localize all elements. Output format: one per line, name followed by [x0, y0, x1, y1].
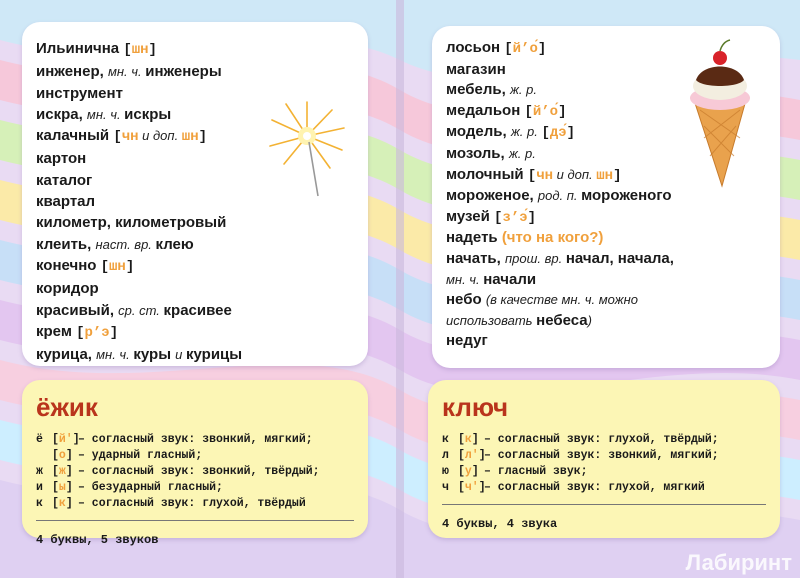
pronunciation-sound: чн — [121, 129, 139, 146]
vocabulary-entry — [36, 234, 354, 255]
pronunciation-bracket: ] — [198, 129, 208, 146]
pronunciation-sound: чн — [536, 167, 553, 184]
sound-description: – согласный звук: глухой, твёрдый; — [484, 433, 719, 446]
letter — [36, 448, 52, 464]
entry-word: крем — [36, 322, 77, 340]
entry-word: мебель, — [446, 81, 510, 99]
pronunciation-bracket: ] — [527, 209, 537, 226]
sound-transcription: [о] — [52, 449, 73, 462]
grammar-note: мн. ч. — [107, 64, 146, 80]
letter: ю — [442, 465, 449, 478]
letter: к — [442, 433, 449, 446]
pronunciation-sound: з’э́ — [502, 209, 528, 226]
phonetic-summary: 4 буквы, 5 звуков — [36, 520, 354, 547]
pronunciation-bracket: [ — [504, 41, 513, 57]
letter: к — [36, 497, 43, 510]
phonetic-word-title: ёжик — [36, 392, 98, 422]
pronunciation-bracket: [ — [527, 167, 537, 184]
entry-word: недуг — [446, 332, 488, 350]
pronunciation-bracket: ] — [148, 42, 157, 58]
sound-description: – ударный гласный; — [78, 449, 203, 462]
sound-transcription: [л'] — [458, 449, 486, 462]
entry-word: Ильинична — [36, 40, 124, 57]
vocabulary-entry — [36, 212, 354, 233]
pronunciation-sound: й’о́ — [532, 103, 559, 120]
entry-word: куры — [133, 346, 176, 364]
phonetic-row — [442, 432, 766, 448]
entry-word: красивый, — [36, 301, 119, 319]
grammar-note: наст. вр. — [95, 236, 156, 252]
entry-word: начали — [483, 270, 537, 288]
entry-word: лосьон — [446, 39, 505, 56]
grammar-note: мн. ч. — [96, 347, 134, 363]
usage-question: (что на кого?) — [501, 229, 604, 247]
vocabulary-entry — [446, 311, 766, 332]
grammar-note: и доп. — [138, 128, 182, 144]
sound-description: – согласный звук: глухой, твёрдый — [78, 497, 306, 510]
phonetic-summary: 4 буквы, 4 звука — [442, 504, 766, 531]
grammar-note: мн. ч. — [446, 271, 484, 287]
phonetic-word-title: ключ — [442, 392, 509, 422]
vocabulary-entry — [446, 249, 766, 270]
pronunciation-bracket: ] — [613, 167, 622, 184]
pronunciation-bracket: [ — [541, 125, 550, 142]
entry-word: надеть — [446, 229, 502, 247]
pronunciation-bracket: ] — [558, 103, 567, 120]
phonetic-row — [36, 496, 354, 512]
vocabulary-entry — [446, 331, 766, 352]
grammar-note: использовать — [446, 312, 537, 328]
sound-description: – гласный звук; — [484, 465, 588, 478]
letter: ё — [36, 433, 43, 446]
vocabulary-entry — [446, 186, 766, 207]
entry-word: клеить, — [36, 235, 96, 253]
pronunciation-sound: р’э — [84, 324, 110, 341]
phonetic-row — [36, 464, 354, 480]
grammar-note: ) — [587, 312, 592, 328]
grammar-note: ж. р. — [509, 82, 537, 98]
entry-word: магазин — [446, 60, 506, 78]
grammar-note: ж. р. — [510, 124, 542, 140]
pronunciation-sound: й’о́ — [512, 41, 538, 57]
sound-description: – согласный звук: звонкий, мягкий; — [484, 449, 719, 462]
pronunciation-bracket: ] — [125, 258, 135, 275]
entry-word: музей — [446, 207, 495, 225]
vocabulary-entry — [446, 207, 766, 229]
entry-word: красивее — [163, 301, 232, 319]
vocabulary-entry — [36, 321, 354, 344]
sound-description: – безударный гласный; — [78, 481, 223, 494]
vocabulary-entry — [36, 61, 354, 82]
entry-word: квартал — [36, 193, 96, 211]
letter: ч — [442, 481, 449, 494]
vocabulary-entry — [446, 290, 766, 311]
vocabulary-entry — [36, 278, 354, 299]
entry-word: молочный — [446, 165, 528, 183]
vocabulary-entry — [36, 344, 354, 365]
pronunciation-bracket: ] — [537, 41, 547, 57]
phonetic-row — [36, 480, 354, 496]
pronunciation-bracket: ] — [566, 125, 576, 142]
grammar-note: ср. ст. — [118, 302, 164, 318]
sound-transcription: [к] — [52, 497, 73, 510]
sound-transcription: [к] — [458, 433, 479, 446]
entry-word: модель, — [446, 123, 511, 141]
pronunciation-sound: шн — [109, 258, 126, 275]
entry-word: мороженого — [581, 187, 672, 205]
sound-description: – согласный звук: звонкий, мягкий; — [78, 433, 313, 446]
vocabulary-entry — [36, 300, 354, 321]
sound-description: – согласный звук: глухой, мягкий — [484, 481, 705, 494]
vocabulary-entry — [446, 270, 766, 291]
sound-transcription: [ч'] — [458, 481, 486, 494]
phonetic-card-klyuch — [428, 380, 780, 538]
letter: л — [442, 449, 449, 462]
entry-word: начал, начала, — [565, 249, 674, 267]
entry-word: мороженое, — [446, 187, 538, 205]
entry-word: медальон — [446, 101, 525, 119]
phonetic-breakdown-list — [36, 432, 354, 512]
grammar-note: ж. р. — [508, 145, 536, 161]
vocabulary-entry — [36, 255, 354, 278]
entry-word: небеса — [536, 311, 588, 329]
entry-word: небо — [446, 291, 486, 309]
publisher-watermark: Лабиринт — [685, 550, 792, 575]
letter: ж — [36, 465, 43, 478]
pronunciation-sound: шн — [181, 129, 199, 146]
letter: и — [36, 481, 43, 494]
sparkler-illustration — [262, 98, 352, 198]
phonetic-row — [442, 448, 766, 464]
sound-transcription: [ы] — [52, 481, 73, 494]
phonetic-row — [36, 432, 354, 448]
pronunciation-sound: дэ́ — [549, 125, 567, 142]
entry-word: калачный — [36, 127, 114, 145]
vocabulary-entry — [36, 38, 354, 61]
pronunciation-bracket: [ — [113, 129, 122, 146]
pronunciation-bracket: ] — [109, 324, 119, 341]
sound-description: – согласный звук: звонкий, твёрдый; — [78, 465, 320, 478]
pronunciation-bracket: [ — [524, 103, 533, 120]
left-word-list — [36, 38, 354, 365]
grammar-note: (в качестве мн. ч. можно — [485, 292, 638, 308]
entry-word: инженеры — [145, 63, 222, 81]
entry-word: каталог — [36, 171, 93, 189]
entry-word: инструмент — [36, 84, 123, 102]
entry-word: километр, километровый — [36, 214, 227, 232]
entry-word: начать, — [446, 249, 505, 267]
pronunciation-sound: шн — [596, 167, 614, 184]
entry-word: искры — [124, 105, 172, 123]
pronunciation-bracket: [ — [100, 258, 110, 275]
entry-word: клею — [155, 235, 194, 253]
entry-word: инженер, — [36, 63, 108, 81]
entry-word: конечно — [36, 256, 101, 274]
pronunciation-bracket: [ — [123, 42, 132, 58]
grammar-note: и доп. — [553, 166, 597, 182]
entry-word: курица, — [36, 346, 97, 364]
entry-word: курицы — [186, 346, 243, 364]
phonetic-card-ezhik — [22, 380, 368, 547]
entry-word: мозоль, — [446, 144, 509, 162]
pronunciation-bracket: [ — [76, 324, 85, 341]
ice-cream-illustration — [680, 38, 760, 188]
pronunciation-sound: шн — [131, 42, 149, 58]
phonetic-row — [36, 448, 354, 464]
phonetic-row — [442, 464, 766, 480]
entry-word: картон — [36, 150, 87, 168]
grammar-note: мн. ч. — [86, 106, 125, 122]
entry-word: искра, — [36, 105, 87, 123]
pronunciation-bracket: [ — [494, 209, 503, 226]
grammar-note: прош. вр. — [504, 250, 566, 266]
sound-transcription: [й'] — [52, 433, 80, 446]
phonetic-breakdown-list — [442, 432, 766, 496]
sound-transcription: [ж] — [52, 465, 73, 478]
vocabulary-entry — [446, 228, 766, 249]
sound-transcription: [у] — [458, 465, 479, 478]
phonetic-row — [442, 480, 766, 496]
grammar-note: род. п. — [537, 188, 582, 204]
grammar-note: и — [175, 347, 187, 363]
entry-word: коридор — [36, 280, 99, 298]
